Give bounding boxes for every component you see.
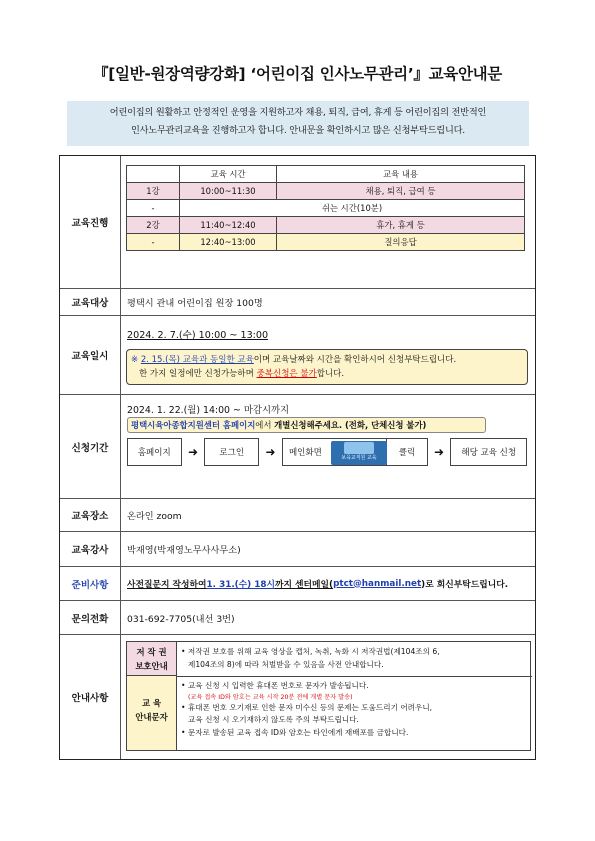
row-phone (60, 601, 535, 635)
header-time: 교육 시간 (180, 166, 277, 183)
intro-box (67, 101, 529, 146)
apply-notice: 평택시육아종합지원센터 홈페이지에서 개별신청해주세요. (전화, 단체신청 불가) (127, 417, 486, 433)
row-prep (60, 567, 535, 601)
copyright-text: • 저작권 보호를 위해 교육 영상을 캡처, 녹취, 녹화 시 저작권법(제104조의 6, 제104조의 8)에 따라 처벌받을 수 있음을 사전 안내합니다. (181, 647, 440, 669)
step-login: 로그인 (204, 438, 259, 466)
sms-label: 교 육 안내문자 (127, 676, 177, 750)
label-prep: 준비사항 (60, 567, 121, 600)
table-row: 2강 11:40~12:40 휴가, 휴게 등 (127, 217, 525, 234)
label-progress: 교육진행 (60, 156, 121, 288)
prep-value: 사전질문지 작성하여 1. 31.(수) 18시 까지 센터메일( ptct@hanmail.net )로 회신부탁드립니다. (127, 578, 509, 590)
arrow-icon: ➜ (265, 445, 276, 459)
label-lecturer: 교육강사 (60, 532, 121, 566)
info-form (59, 155, 536, 760)
apply-flow (127, 438, 527, 466)
row-lecturer (60, 532, 535, 567)
table-row: 1강 10:00~11:30 채용, 퇴직, 급여 등 (127, 183, 525, 200)
row-date (60, 316, 535, 395)
row-guide (60, 635, 535, 759)
arrow-icon: ➜ (433, 445, 445, 459)
row-place (60, 499, 535, 532)
place-value: 온라인 zoom (127, 511, 182, 522)
header-content: 교육 내용 (277, 166, 525, 183)
schedule-table (126, 165, 525, 251)
document-title: 『[일반-원장역량강화] ‘어린이집 인사노무관리’』교육안내문 (93, 65, 502, 83)
sms-text: • 교육 신청 시 입력한 휴대폰 번호로 문자가 발송됩니다. (교육 접속 ID와 암호는 교육 시작 20분 전에 개별 문자 발송) • 휴대폰 번호 오기재로 인한 문자 미수신 등의 문제는 도움드리기 어려우니, 교육 신청 시 오기재하지 않도록 주의 부탁드립니다. • 문자로 발송된 교육 접속 ID와 암호는 타인에게 재배포를 금합니다. (181, 681, 433, 737)
label-date: 교육일시 (60, 316, 121, 394)
label-phone: 문의전화 (60, 601, 121, 634)
table-row: - 쉬는 시간(10분) (127, 200, 525, 217)
email-link[interactable]: ptct@hanmail.net (333, 578, 422, 589)
table-row: - 12:40~13:00 질의응답 (127, 234, 525, 251)
date-note: ※ 2. 15.(목) 교육과 동일한 교육이며 교육날짜와 시간을 확인하시어 신청부탁드립니다. 한 가지 일정에만 신청가능하며 중복신청은 불가합니다. (126, 349, 528, 385)
target-value: 평택시 관내 어린이집 원장 100명 (127, 298, 263, 309)
date-value: 2024. 2. 7.(수) 10:00 ~ 13:00 (127, 330, 269, 341)
label-place: 교육장소 (60, 499, 121, 531)
row-apply (60, 395, 535, 499)
label-apply: 신청기간 (60, 395, 121, 498)
copyright-label: 저 작 권 보호안내 (127, 642, 177, 676)
guide-box (126, 641, 531, 751)
step-apply: 해당 교육 신청 (450, 438, 527, 466)
intro-line-1: 어린이집의 원활하고 안정적인 운영을 지원하고자 채용, 퇴직, 급여, 휴게 등 어린이집의 전반적인 (109, 107, 487, 118)
row-target (60, 289, 535, 316)
arrow-icon: ➜ (187, 445, 199, 459)
label-target: 교육대상 (60, 289, 121, 315)
apply-period: 2024. 1. 22.(월) 14:00 ~ 마감시까지 (127, 405, 290, 416)
step-homepage: 홈페이지 (127, 438, 182, 466)
phone-value: 031-692-7705(내선 3번) (127, 613, 235, 625)
intro-line-2: 인사노무관리교육을 진행하고자 합니다. 안내문을 확인하시고 많은 신청부탁드립니다. (130, 125, 466, 136)
row-progress (60, 156, 535, 289)
banner-image: 보육교직원 교육 (331, 441, 387, 465)
lecturer-value: 박재영(박재영노무사사무소) (127, 545, 241, 556)
step-click: 클릭 (387, 438, 427, 466)
step-main: 메인화면 보육교직원 교육 (282, 438, 387, 466)
label-guide: 안내사항 (60, 635, 121, 759)
book-icon (344, 442, 374, 454)
